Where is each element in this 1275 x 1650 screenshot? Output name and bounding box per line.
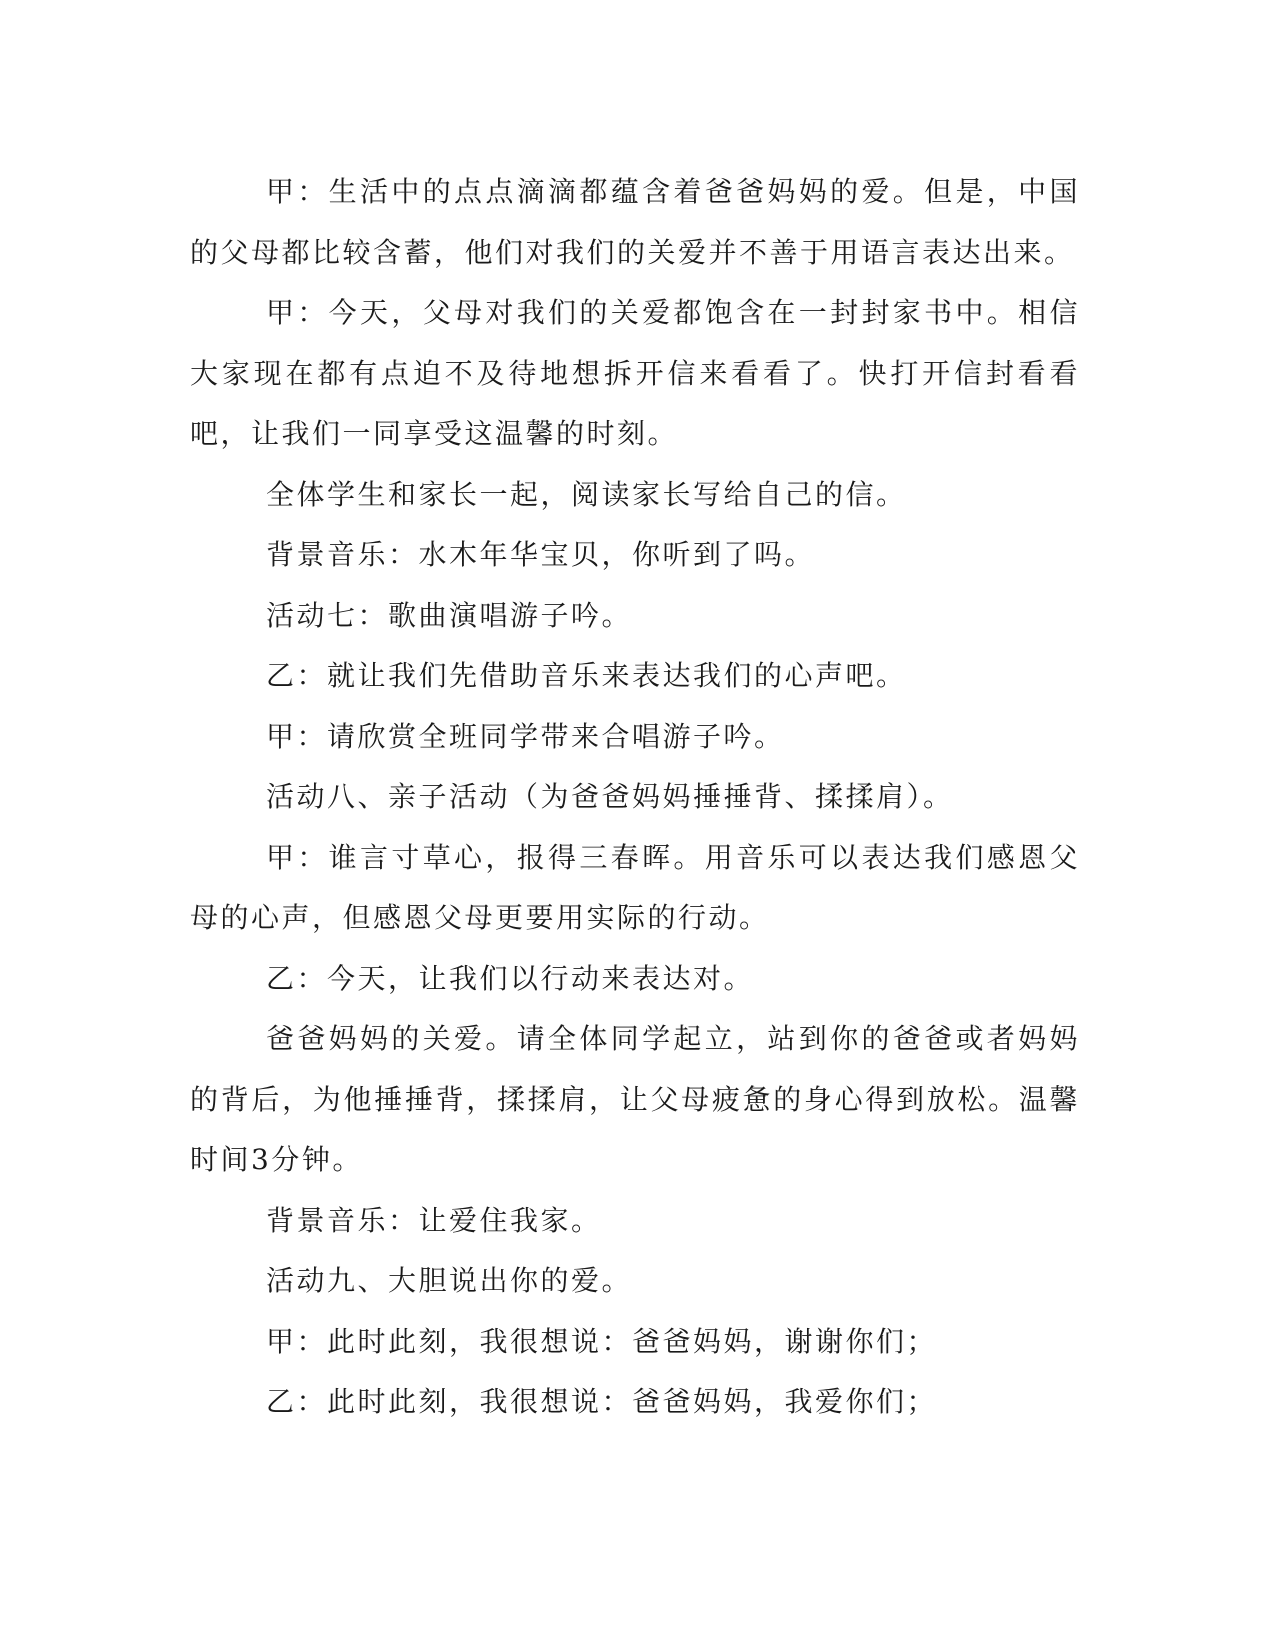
paragraph: 活动七：歌曲演唱游子吟。 xyxy=(266,598,633,632)
paragraph: 甲：请欣赏全班同学带来合唱游子吟。 xyxy=(266,719,785,753)
paragraph: 甲：今天，父母对我们的关爱都饱含在一封封家书中。相信大家现在都有点迫不及待地想拆开信来看看了。快打开信封看看吧，让我们一同享受这温馨的时刻。 xyxy=(190,296,1080,450)
paragraph: 甲：谁言寸草心，报得三春晖。用音乐可以表达我们感恩父母的心声，但感恩父母更要用实际的行动。 xyxy=(190,840,1080,934)
paragraph: 乙：今天，让我们以行动来表达对。 xyxy=(266,961,755,995)
paragraph: 乙：就让我们先借助音乐来表达我们的心声吧。 xyxy=(266,659,907,692)
paragraph: 背景音乐：水木年华宝贝，你听到了吗。 xyxy=(266,538,816,571)
paragraph: 甲：此时此刻，我很想说：爸爸妈妈，谢谢你们； xyxy=(266,1324,938,1358)
paragraph: 爸爸妈妈的关爱。请全体同学起立，站到你的爸爸或者妈妈的背后，为他捶捶背，揉揉肩，让父母疲惫的身心得到放松。温馨时间3分钟。 xyxy=(190,1022,1080,1176)
paragraph: 活动八、亲子活动（为爸爸妈妈捶捶背、揉揉肩）。 xyxy=(266,780,954,813)
paragraph: 活动九、大胆说出你的爱。 xyxy=(266,1264,633,1297)
document-body xyxy=(190,162,1080,1433)
paragraph: 甲：生活中的点点滴滴都蕴含着爸爸妈妈的爱。但是，中国的父母都比较含蓄，他们对我们的关爱并不善于用语言表达出来。 xyxy=(190,175,1080,269)
paragraph: 背景音乐：让爱住我家。 xyxy=(266,1203,602,1237)
paragraph: 乙：此时此刻，我很想说：爸爸妈妈，我爱你们； xyxy=(266,1385,938,1418)
paragraph: 全体学生和家长一起，阅读家长写给自己的信。 xyxy=(266,477,907,511)
